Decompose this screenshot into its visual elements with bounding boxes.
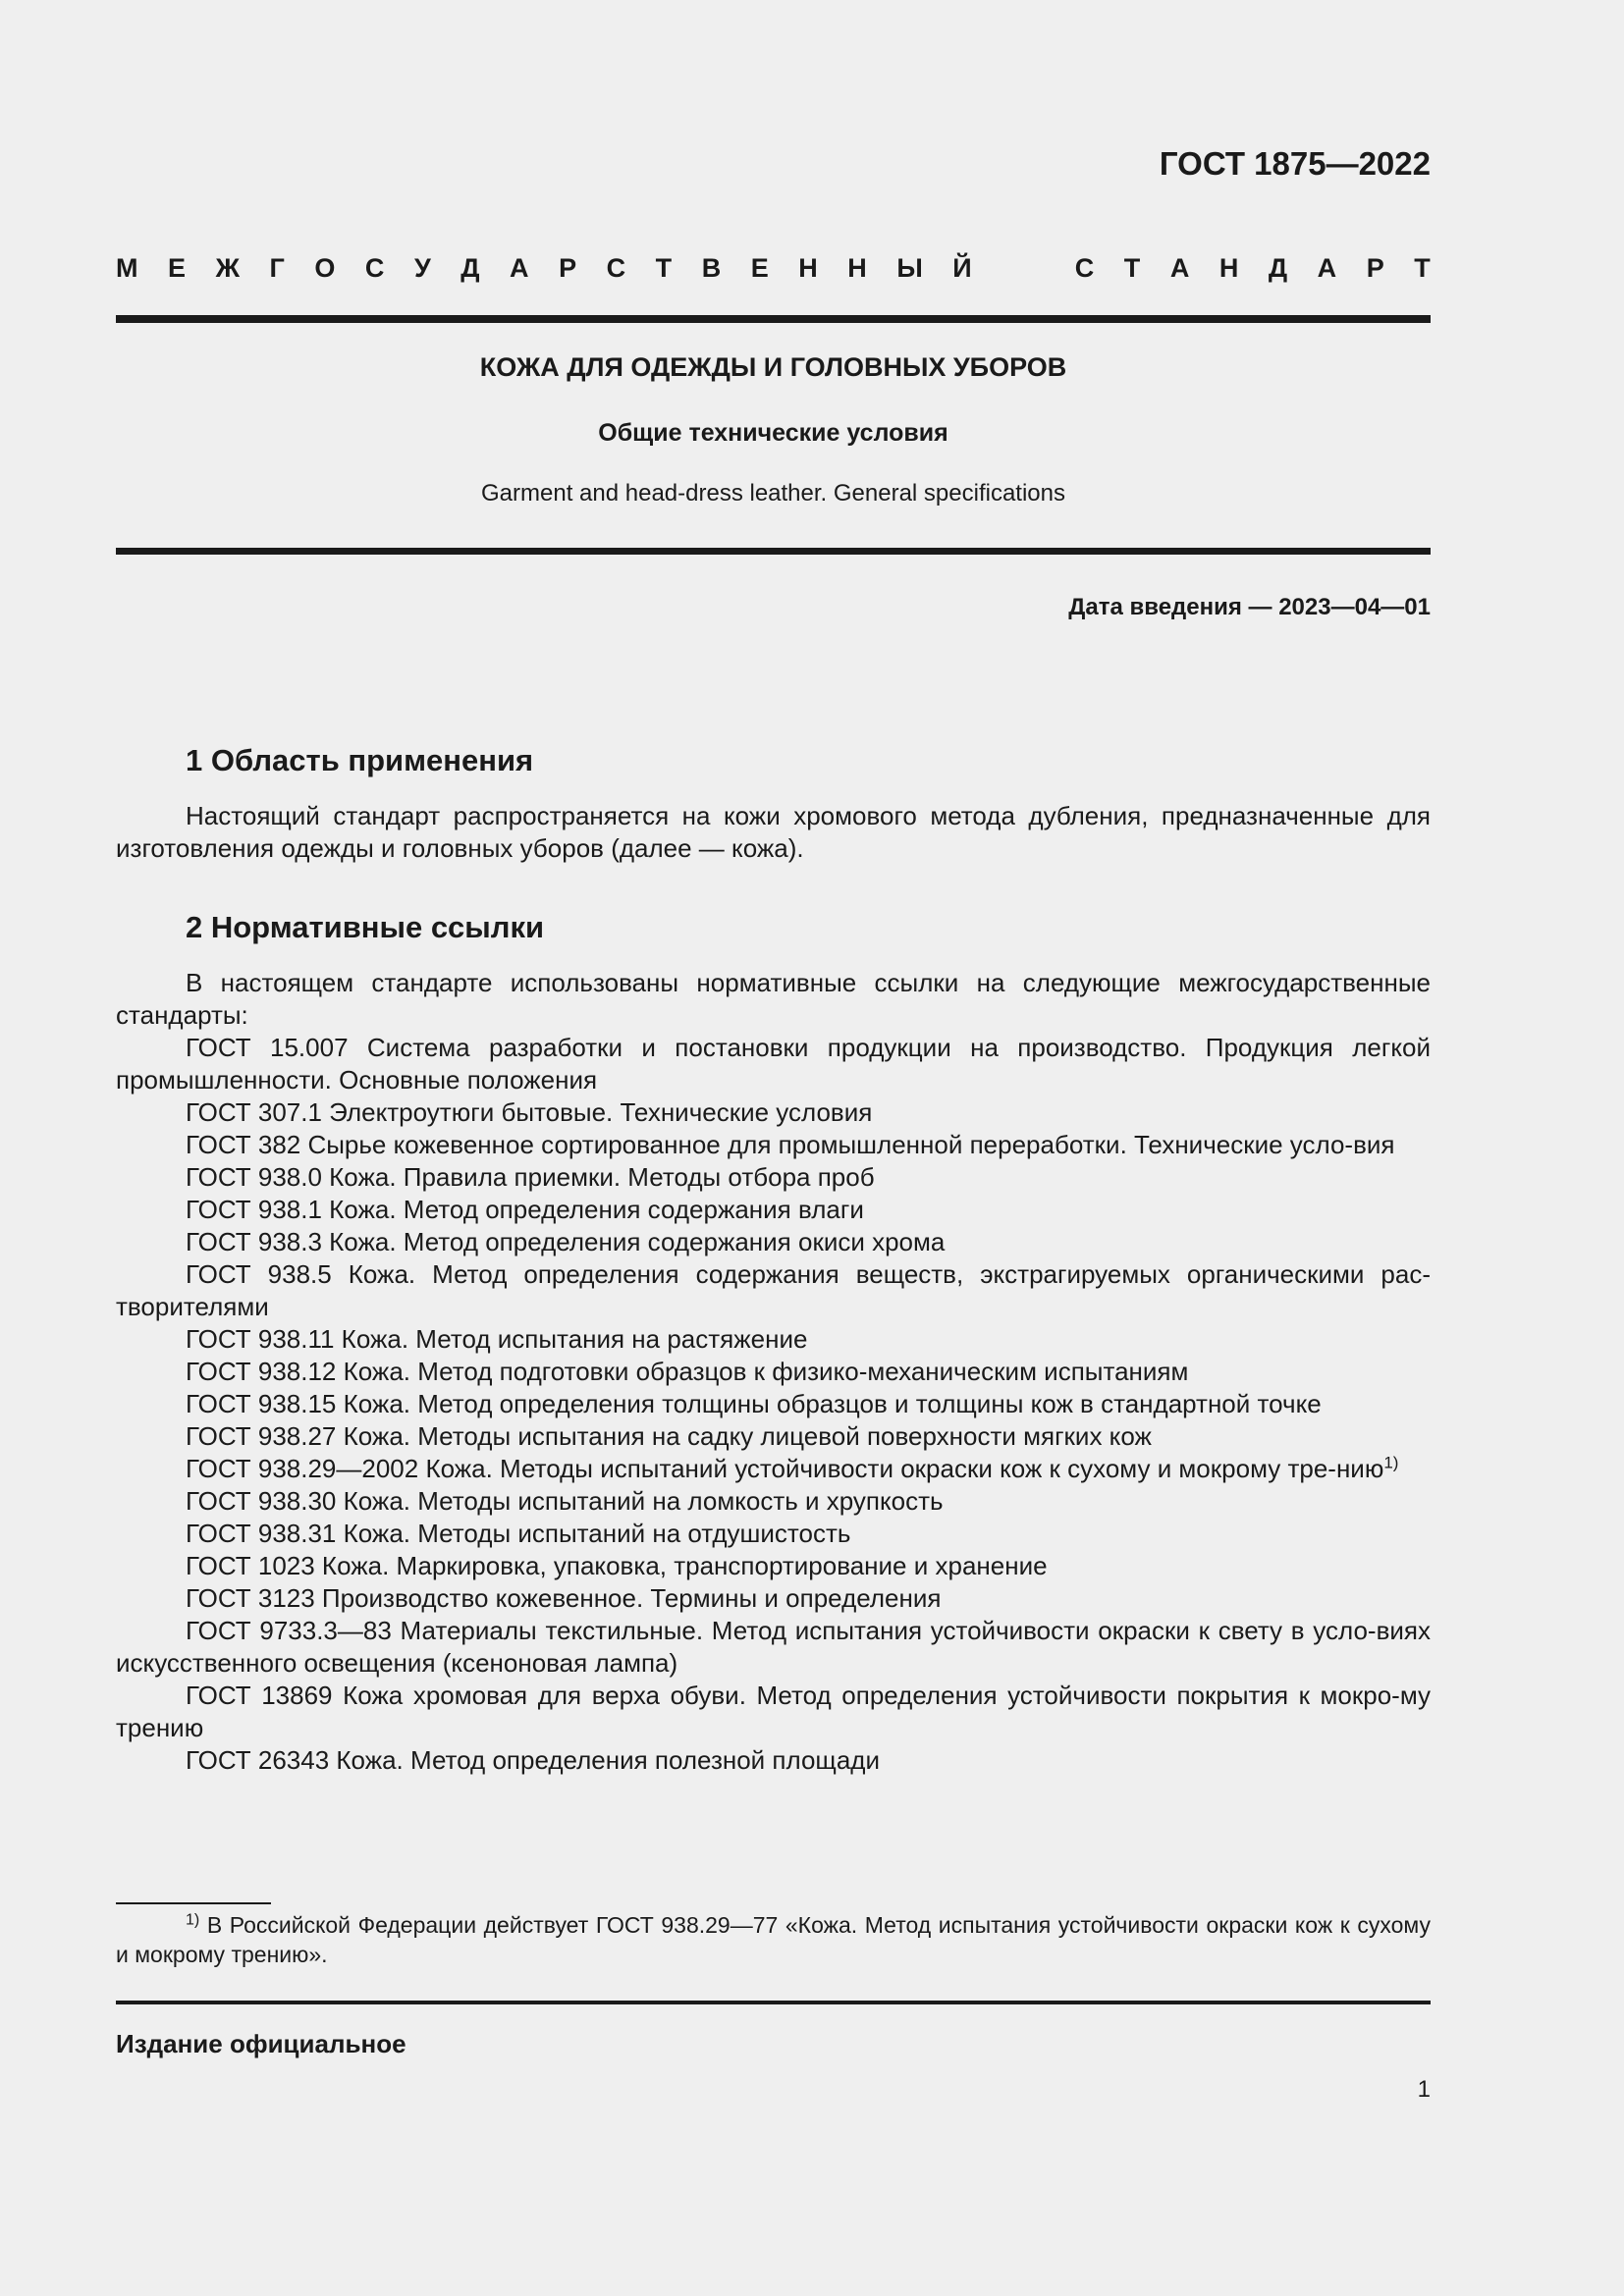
official-edition-label: Издание официальное: [116, 2029, 406, 2058]
reference-list: [116, 1032, 1431, 1777]
category-letter: Д: [1268, 253, 1288, 283]
category-letter: Г: [269, 253, 285, 283]
footnote-marker: 1): [1383, 1453, 1399, 1472]
reference-item: ГОСТ 9733.3—83 Материалы текстильные. Метод испытания устойчивости окраски к свету в усло-виях искусственного освещения (ксеноновая лампа): [116, 1616, 1431, 1678]
title-rule: [116, 548, 1431, 555]
category-letter: В: [701, 253, 722, 283]
category-letter: Р: [559, 253, 577, 283]
category-letter: Н: [1218, 253, 1239, 283]
reference-item: ГОСТ 938.15 Кожа. Метод определения толщины образцов и толщины кож в стандартной точке: [186, 1389, 1322, 1418]
category-letter: Т: [1414, 253, 1431, 283]
page-number: 1: [1417, 2076, 1431, 2103]
category-letter: Ы: [896, 253, 923, 283]
reference-item: ГОСТ 938.12 Кожа. Метод подготовки образцов к физико-механическим испытаниям: [186, 1357, 1189, 1386]
reference-text: ГОСТ 938.29—2002 Кожа. Методы испытаний устойчивости окраски кож к сухому и мокрому тре-нию: [186, 1454, 1384, 1483]
category-letter: Й: [952, 253, 972, 283]
category-letter: Д: [460, 253, 480, 283]
document-title-english: Garment and head-dress leather. General specifications: [481, 480, 1065, 507]
category-letter: Т: [1123, 253, 1141, 283]
category-letter: Н: [798, 253, 818, 283]
standard-category: [116, 253, 1431, 284]
reference-item: ГОСТ 13869 Кожа хромовая для верха обуви. Метод определения устойчивости покрытия к мокро-му трению: [116, 1681, 1431, 1742]
reference-item: ГОСТ 938.5 Кожа. Метод определения содержания веществ, экстрагируемых органическими рас-творителями: [116, 1259, 1431, 1321]
category-letter: А: [510, 253, 529, 283]
document-title: КОЖА ДЛЯ ОДЕЖДЫ И ГОЛОВНЫХ УБОРОВ: [479, 352, 1067, 382]
reference-item: ГОСТ 938.11 Кожа. Метод испытания на растяжение: [186, 1324, 808, 1354]
reference-item: ГОСТ 938.31 Кожа. Методы испытаний на отдушистость: [186, 1519, 851, 1548]
reference-item: ГОСТ 307.1 Электроутюги бытовые. Технические условия: [186, 1097, 873, 1127]
introduction-date: Дата введения — 2023—04—01: [1068, 594, 1431, 620]
section-heading: 1 Область применения: [186, 743, 534, 777]
category-letter: Е: [168, 253, 187, 283]
footnote-text: В Российской Федерации действует ГОСТ 938.29—77 «Кожа. Метод испытания устойчивости окраски кож к сухому и мокрому трению».: [116, 1912, 1431, 1967]
reference-item: ГОСТ 1023 Кожа. Маркировка, упаковка, транспортирование и хранение: [186, 1551, 1048, 1580]
section-heading: 2 Нормативные ссылки: [186, 910, 545, 944]
document-code: ГОСТ 1875—2022: [1159, 145, 1431, 182]
reference-item: ГОСТ 938.3 Кожа. Метод определения содержания окиси хрома: [186, 1227, 946, 1256]
reference-item: ГОСТ 3123 Производство кожевенное. Термины и определения: [186, 1583, 942, 1613]
reference-item: ГОСТ 26343 Кожа. Метод определения полезной площади: [186, 1745, 880, 1775]
category-letter: Е: [750, 253, 769, 283]
reference-item: ГОСТ 938.30 Кожа. Методы испытаний на ломкость и хрупкость: [186, 1486, 944, 1516]
footnote-separator: [116, 1902, 271, 1904]
category-letter: А: [1317, 253, 1337, 283]
top-rule: [116, 315, 1431, 323]
category-letter: М: [116, 253, 138, 283]
bottom-rule: [116, 2001, 1431, 2004]
category-letter: С: [1074, 253, 1095, 283]
reference-item: ГОСТ 382 Сырье кожевенное сортированное для промышленной переработки. Технические усло-вия: [186, 1130, 1395, 1159]
category-letter: У: [413, 253, 431, 283]
reference-item-with-footnote: [116, 1453, 1431, 1485]
footnote: [116, 1910, 1431, 1969]
category-letter: С: [364, 253, 385, 283]
category-letter: С: [606, 253, 626, 283]
document-subtitle: Общие технические условия: [598, 419, 948, 447]
category-letter: О: [314, 253, 336, 283]
reference-item: ГОСТ 15.007 Система разработки и постановки продукции на производство. Продукция легкой промышленности. Основные положения: [116, 1033, 1431, 1095]
reference-item: ГОСТ 938.1 Кожа. Метод определения содержания влаги: [186, 1195, 864, 1224]
category-letter: Т: [655, 253, 673, 283]
section-paragraph: В настоящем стандарте использованы нормативные ссылки на следующие межгосударственные стандарты:: [116, 968, 1431, 1030]
footnote-marker: 1): [186, 1911, 200, 1929]
word-gap: [1001, 253, 1045, 284]
reference-item: ГОСТ 938.27 Кожа. Методы испытания на садку лицевой поверхности мягких кож: [186, 1421, 1152, 1451]
category-letter: Ж: [215, 253, 240, 283]
section-paragraph: Настоящий стандарт распространяется на кожи хромового метода дубления, предназначенные для изготовления одежды и головных уборов (далее — кожа).: [116, 801, 1431, 863]
category-letter: Р: [1366, 253, 1384, 283]
reference-item: ГОСТ 938.0 Кожа. Правила приемки. Методы отбора проб: [186, 1162, 875, 1192]
category-letter: А: [1169, 253, 1190, 283]
category-letter: Н: [847, 253, 867, 283]
